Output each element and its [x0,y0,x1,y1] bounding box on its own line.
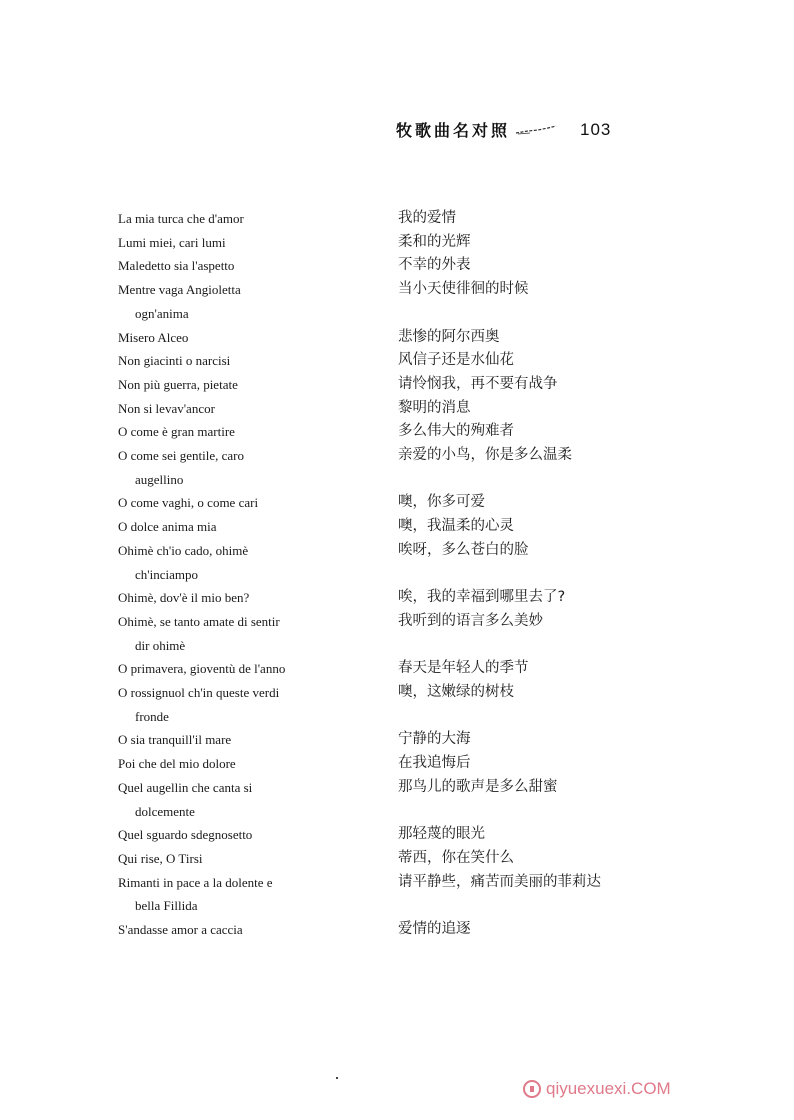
italian-title-line: O come vaghi, o come cari [118,495,259,511]
italian-title-line: Non giacinti o narcisi [118,353,231,369]
italian-title [118,420,398,444]
italian-title [118,586,398,610]
italian-title [118,515,398,539]
chinese-title: 不幸的外表 [398,257,471,274]
italian-title [118,728,398,752]
italian-title [118,397,398,421]
list-item [118,610,678,657]
chinese-title: 唉呀，多么苍白的脸 [398,541,529,558]
italian-title-line: Qui rise, O Tirsi [118,850,203,866]
italian-title-line: La mia turca che d'amor [118,211,244,226]
chinese-title: 亲爱的小鸟，你是多么温柔 [398,447,572,464]
list-item [118,918,678,942]
italian-title-continuation: augellino [135,471,184,487]
chinese-title: 春天是年轻人的季节 [398,660,529,677]
chinese-title: 柔和的光辉 [398,233,471,250]
italian-title [118,207,398,231]
list-item [118,420,678,444]
italian-title [118,610,398,657]
chinese-title: 爱情的追逐 [398,921,471,938]
italian-title-line: Ohimè, se tanto amate di sentir [118,613,280,629]
italian-title-line: Maledetto sia l'aspetto [118,258,235,274]
list-item [118,231,678,255]
title-list [118,207,678,942]
list-item [118,681,678,728]
chinese-title: 噢，我温柔的心灵 [398,518,514,535]
italian-title-line: O dolce anima mia [118,519,217,535]
italian-title-line: Misero Alceo [118,329,189,345]
list-item [118,491,678,515]
list-item [118,326,678,350]
italian-title-line: O rossignuol ch'in queste verdi [118,685,280,701]
italian-title-continuation: bella Fillida [135,898,198,914]
chinese-title: 噢，这嫩绿的树枝 [398,684,514,701]
list-item [118,847,678,871]
list-item [118,539,678,586]
list-item [118,278,678,325]
italian-title-continuation: ch'inciampo [135,566,198,582]
italian-title [118,444,398,491]
italian-title [118,349,398,373]
list-item [118,871,678,918]
italian-title-continuation: ogn'anima [135,305,189,321]
italian-title-line: Rimanti in pace a la dolente e [118,874,273,890]
italian-title [118,657,398,681]
italian-title-line: O primavera, gioventù de l'anno [118,661,286,677]
italian-title [118,776,398,823]
italian-title [118,373,398,397]
italian-title [118,752,398,776]
chinese-title: 那鸟儿的歌声是多么甜蜜 [398,778,558,795]
list-item [118,349,678,373]
italian-title-line: Ohimè, dov'è il mio ben? [118,590,250,606]
italian-title [118,918,398,942]
print-speck [336,1077,338,1079]
chinese-title: 当小天使徘徊的时候 [398,281,529,298]
italian-title [118,231,398,255]
list-item [118,728,678,752]
watermark-text: qiyuexuexi.COM [546,1079,671,1098]
chinese-title: 蒂西，你在笑什么 [398,849,514,866]
chinese-title: 宁静的大海 [398,731,471,748]
list-item [118,657,678,681]
list-item [118,823,678,847]
chinese-title: 悲惨的阿尔西奥 [398,328,500,345]
italian-title-line: S'andasse amor a caccia [118,922,243,938]
italian-title-continuation: dolcemente [135,803,195,819]
italian-title [118,278,398,325]
italian-title [118,254,398,278]
page-title: 牧歌曲名对照 [396,121,511,140]
chinese-title: 请怜悯我，再不要有战争 [398,375,558,392]
italian-title-line: Non si levav'ancor [118,400,215,416]
chinese-title: 在我追悔后 [398,755,471,772]
italian-title-line: Poi che del mio dolore [118,756,236,772]
chinese-title: 唉，我的幸福到哪里去了? [398,589,566,606]
italian-title [118,539,398,586]
ornament-flourish-icon [514,125,558,135]
chinese-title: 风信子还是水仙花 [398,352,514,369]
chinese-title: 我听到的语言多么美妙 [398,612,543,629]
italian-title [118,823,398,847]
chinese-title: 黎明的消息 [398,399,471,416]
italian-title-line: Non più guerra, pietate [118,376,238,392]
italian-title-continuation: dir ohimè [135,637,186,653]
italian-title [118,871,398,918]
list-item [118,207,678,231]
page-number: 103 [580,119,612,139]
list-item [118,515,678,539]
watermark [523,1079,671,1099]
italian-title [118,491,398,515]
italian-title-line: Mentre vaga Angioletta [118,282,241,298]
italian-title-line: O sia tranquill'il mare [118,732,232,748]
chinese-title: 噢，你多可爱 [398,494,485,511]
italian-title-line: Lumi miei, cari lumi [118,234,226,250]
italian-title [118,681,398,728]
italian-title-continuation: fronde [135,708,169,724]
chinese-title: 多么伟大的殉难者 [398,423,514,440]
list-item [118,586,678,610]
italian-title [118,326,398,350]
italian-title [118,847,398,871]
list-item [118,373,678,397]
list-item [118,752,678,776]
italian-title-line: O come è gran martire [118,424,235,440]
italian-title-line: Quel augellin che canta si [118,779,253,795]
italian-title-line: Quel sguardo sdegnosetto [118,827,253,843]
chinese-title: 我的爱情 [398,210,456,226]
list-item [118,397,678,421]
italian-title-line: Ohimè ch'io cado, ohimè [118,542,249,558]
page-header [396,118,611,141]
list-item [118,776,678,823]
list-item [118,254,678,278]
chinese-title: 那轻蔑的眼光 [398,826,485,843]
list-item [118,444,678,491]
watermark-logo-icon [523,1080,541,1098]
italian-title-line: O come sei gentile, caro [118,448,244,464]
chinese-title: 请平静些，痛苦而美丽的菲莉达 [398,873,601,890]
